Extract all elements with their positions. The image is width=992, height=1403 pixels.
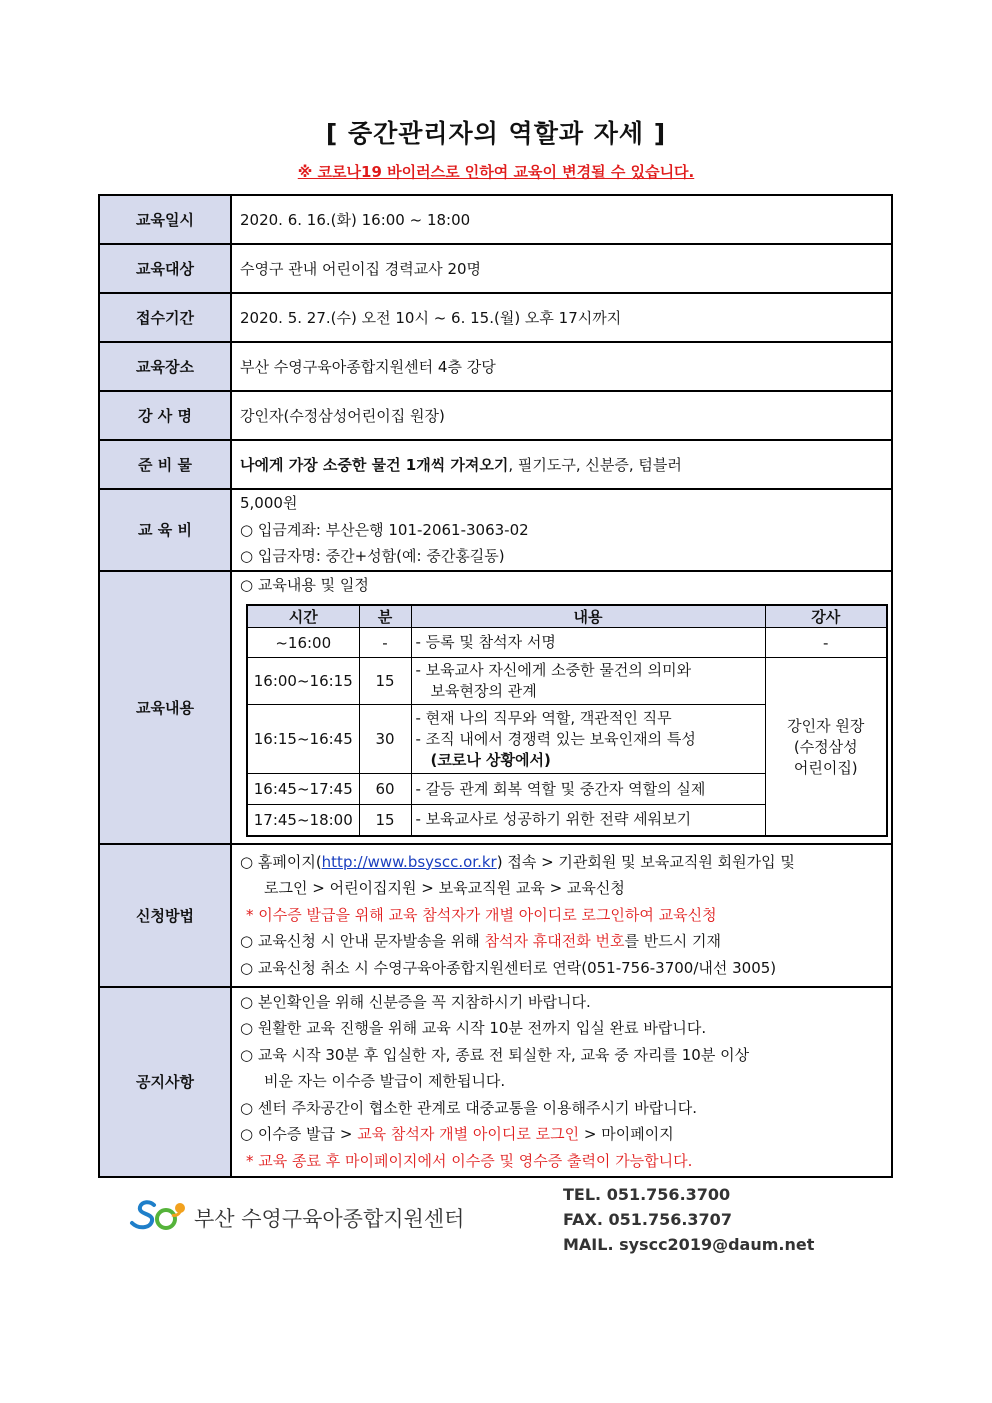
notes-line6-red: 교육 참석자 개별 아이디로 로그인 <box>357 1125 580 1144</box>
notes-warning: * 교육 종료 후 마이페이지에서 이수증 및 영수증 출력이 가능합니다. <box>246 1151 693 1170</box>
notes-line6-pre: ○ 이수증 발급 > <box>240 1125 358 1144</box>
label-period: 접수기간 <box>99 293 231 342</box>
schedule-instructor-main <box>765 658 887 836</box>
schedule-time: 16:15~16:45 <box>247 705 359 774</box>
value-notes <box>231 987 892 1177</box>
row-lecturer <box>99 391 892 440</box>
contact-mail: MAIL. syscc2019@daum.net <box>563 1235 815 1254</box>
value-place: 부산 수영구육아종합지원센터 4층 강당 <box>231 342 892 391</box>
apply-line4-post: 를 반드시 기재 <box>624 932 721 951</box>
header-content: 내용 <box>411 605 765 628</box>
row-period <box>99 293 892 342</box>
schedule-min: - <box>359 628 411 658</box>
instructor-line: 어린이집) <box>793 758 858 777</box>
schedule-line: - 등록 및 참석자 서명 <box>415 633 556 651</box>
row-fee <box>99 489 892 571</box>
label-notes: 공지사항 <box>99 987 231 1177</box>
schedule-line: - 보육교사로 성공하기 위한 전략 세워보기 <box>415 810 692 829</box>
apply-line <box>240 928 883 955</box>
apply-line1-post: ) 접속 > 기관회원 및 보육교직원 회원가입 및 <box>496 852 795 871</box>
notes-line: ○ 원활한 교육 진행을 위해 교육 시작 10분 전까지 입실 완료 바랍니다. <box>240 1019 707 1038</box>
schedule-row <box>247 628 887 658</box>
page-title: [ 중간관리자의 역할과 자세 ] <box>325 119 667 148</box>
contact-tel: TEL. 051.756.3700 <box>563 1185 731 1204</box>
schedule-header <box>247 605 887 628</box>
value-date: 2020. 6. 16.(화) 16:00 ~ 18:00 <box>231 195 892 244</box>
label-fee: 교 육 비 <box>99 489 231 571</box>
schedule-content <box>411 628 765 658</box>
schedule-line-bold: (코로나 상황에서) <box>430 750 551 769</box>
schedule-min: 15 <box>359 805 411 836</box>
row-apply <box>99 844 892 987</box>
apply-line4-pre: ○ 교육신청 시 안내 문자발송을 위해 <box>240 932 485 951</box>
schedule-line: - 조직 내에서 경쟁력 있는 보육인재의 특성 <box>415 729 696 748</box>
value-prep <box>231 440 892 489</box>
schedule-content <box>411 805 765 836</box>
apply-line: ○ 교육신청 취소 시 수영구육아종합지원센터로 연락(051-756-3700/내선 3005) <box>240 958 777 977</box>
schedule-line: - 현재 나의 직무와 역할, 객관적인 직무 <box>415 708 672 727</box>
fee-account: ○ 입금계좌: 부산은행 101-2061-3063-02 <box>240 520 529 539</box>
schedule-table <box>246 604 888 837</box>
header-time: 시간 <box>247 605 359 628</box>
syscc-logo-icon <box>128 1199 186 1237</box>
apply-line1-pre: ○ 홈페이지( <box>240 852 322 871</box>
apply-line: 로그인 > 어린이집지원 > 보육교직원 교육 > 교육신청 <box>264 879 625 898</box>
label-prep: 준 비 물 <box>99 440 231 489</box>
schedule-min: 60 <box>359 774 411 805</box>
schedule-line: 보육현장의 관계 <box>430 682 537 700</box>
info-table <box>98 194 893 1178</box>
org-name: 부산 수영구육아종합지원센터 <box>194 1207 465 1231</box>
schedule-row <box>247 658 887 705</box>
value-period: 2020. 5. 27.(수) 오전 10시 ~ 6. 15.(월) 오후 17시까지 <box>231 293 892 342</box>
notes-line: ○ 센터 주차공간이 협소한 관계로 대중교통을 이용해주시기 바랍니다. <box>240 1098 697 1117</box>
label-place: 교육장소 <box>99 342 231 391</box>
notes-line: ○ 교육 시작 30분 후 입실한 자, 종료 전 퇴실한 자, 교육 중 자리를 10분 이상 <box>240 1045 750 1064</box>
schedule-content <box>411 658 765 705</box>
fee-depositor: ○ 입금자명: 중간+성함(예: 중간홍길동) <box>240 547 505 565</box>
notes-line: ○ 본인확인을 위해 신분증을 꼭 지참하시기 바랍니다. <box>240 992 591 1011</box>
header-min: 분 <box>359 605 411 628</box>
schedule-line: - 보육교사 자신에게 소중한 물건의 의미와 <box>415 661 692 679</box>
row-date <box>99 195 892 244</box>
org-logo <box>128 1199 464 1237</box>
schedule-time: 16:45~17:45 <box>247 774 359 805</box>
row-prep <box>99 440 892 489</box>
row-content <box>99 571 892 844</box>
row-target <box>99 244 892 293</box>
notes-line <box>240 1121 883 1148</box>
prep-bold: 나에게 가장 소중한 물건 1개씩 가져오기 <box>240 456 509 474</box>
schedule-instructor-first: - <box>765 628 887 658</box>
contact-fax: FAX. 051.756.3707 <box>563 1210 732 1229</box>
apply-line4-red: 참석자 휴대전화 번호 <box>484 932 625 951</box>
schedule-time: 16:00~16:15 <box>247 658 359 705</box>
apply-warning: * 이수증 발급을 위해 교육 참석자가 개별 아이디로 로그인하여 교육신청 <box>246 905 717 924</box>
schedule-time: 17:45~18:00 <box>247 805 359 836</box>
label-target: 교육대상 <box>99 244 231 293</box>
value-lecturer: 강인자(수정삼성어린이집 원장) <box>231 391 892 440</box>
notes-line: 비운 자는 이수증 발급이 제한됩니다. <box>264 1072 506 1091</box>
prep-rest: , 필기도구, 신분증, 텀블러 <box>508 456 682 474</box>
value-fee <box>231 489 892 571</box>
notes-line6-post: > 마이페이지 <box>579 1125 674 1144</box>
row-place <box>99 342 892 391</box>
schedule-min: 15 <box>359 658 411 705</box>
label-date: 교육일시 <box>99 195 231 244</box>
value-apply <box>231 844 892 987</box>
schedule-content <box>411 705 765 774</box>
schedule-line: - 갈등 관계 회복 역할 및 중간자 역할의 실제 <box>415 779 706 798</box>
instructor-line: (수정삼성 <box>793 737 858 756</box>
homepage-link[interactable]: http://www.bsyscc.or.kr <box>321 852 497 871</box>
value-content <box>231 571 892 844</box>
content-intro: ○ 교육내용 및 일정 <box>240 575 369 594</box>
header-instructor: 강사 <box>765 605 887 628</box>
label-lecturer: 강 사 명 <box>99 391 231 440</box>
contact-info <box>563 1182 814 1257</box>
label-content: 교육내용 <box>99 571 231 844</box>
fee-amount: 5,000원 <box>240 494 298 512</box>
schedule-time: ~16:00 <box>247 628 359 658</box>
label-apply: 신청방법 <box>99 844 231 987</box>
apply-line <box>240 849 883 876</box>
covid-notice: ※ 코로나19 바이러스로 인하여 교육이 변경될 수 있습니다. <box>297 163 695 181</box>
row-notes <box>99 987 892 1177</box>
schedule-content <box>411 774 765 805</box>
value-target: 수영구 관내 어린이집 경력교사 20명 <box>231 244 892 293</box>
schedule-min: 30 <box>359 705 411 774</box>
instructor-line: 강인자 원장 <box>787 716 865 735</box>
